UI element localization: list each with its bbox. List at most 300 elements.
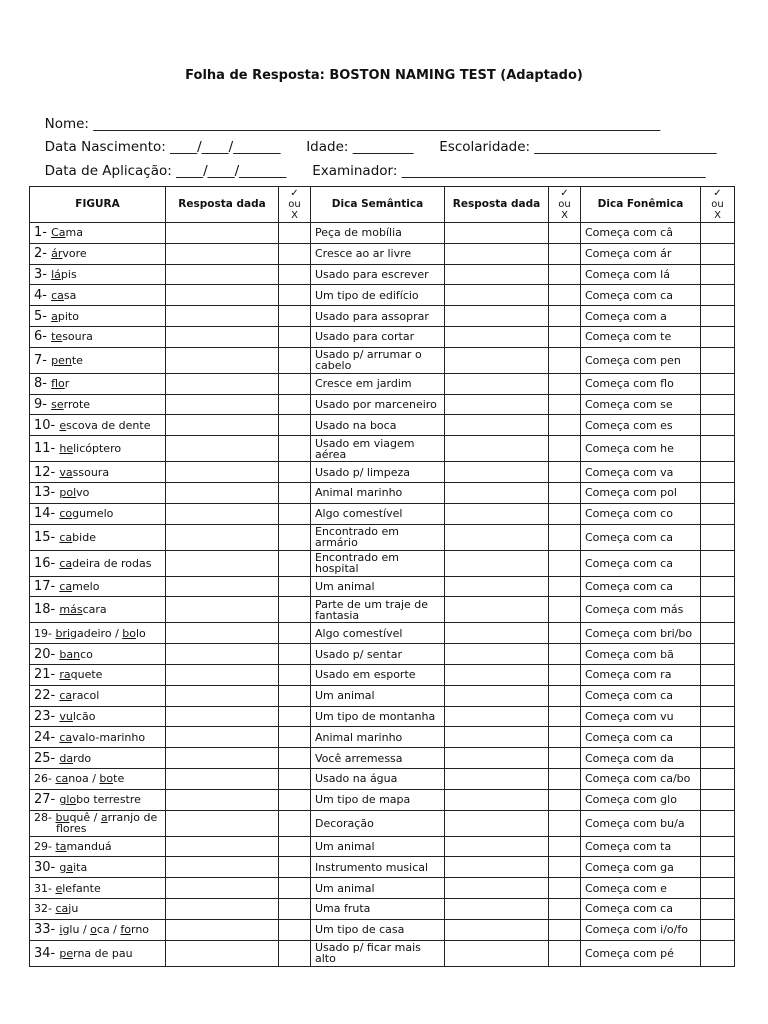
semantic-cue-cell: Algo comestível [311,623,445,644]
figure-cell: 17- camelo [30,576,166,597]
check-cell-1[interactable] [279,503,311,524]
table-row [30,836,735,857]
check-cell-2[interactable] [549,664,581,685]
check-cell-1[interactable] [279,898,311,919]
check-cell-3[interactable] [701,727,735,748]
table-row [30,243,735,264]
check-cell-3[interactable] [701,919,735,940]
check-cell-2[interactable] [549,727,581,748]
answer-cell-1[interactable] [166,810,279,836]
answer-cell-1[interactable] [166,223,279,244]
check-cell-1[interactable] [279,482,311,503]
answer-cell-2[interactable] [445,373,549,394]
check-cell-2[interactable] [549,394,581,415]
check-cell-2[interactable] [549,264,581,285]
check-cell-3[interactable] [701,576,735,597]
check-cell-3[interactable] [701,482,735,503]
table-row [30,644,735,665]
answer-cell-1[interactable] [166,597,279,623]
semantic-cue-cell: Cresce em jardim [311,373,445,394]
figure-cell: 10- escova de dente [30,415,166,436]
figure-cell: 6- tesoura [30,326,166,347]
check-cell-3[interactable] [701,326,735,347]
answer-cell-1[interactable] [166,394,279,415]
check-cell-3[interactable] [701,898,735,919]
check-cell-3[interactable] [701,223,735,244]
answer-cell-1[interactable] [166,685,279,706]
check-cell-2[interactable] [549,223,581,244]
answer-cell-1[interactable] [166,644,279,665]
phonemic-cue-cell: Começa com ca [581,685,701,706]
phonemic-cue-cell: Começa com bu/a [581,810,701,836]
check-cell-2[interactable] [549,836,581,857]
answer-cell-1[interactable] [166,878,279,899]
check-cell-2[interactable] [549,373,581,394]
check-cell-1[interactable] [279,685,311,706]
header-resposta-1: Resposta dada [166,187,279,223]
answer-cell-1[interactable] [166,482,279,503]
semantic-cue-cell: Algo comestível [311,503,445,524]
table-row [30,623,735,644]
check-cell-2[interactable] [549,597,581,623]
answer-cell-2[interactable] [445,836,549,857]
check-cell-2[interactable] [549,436,581,462]
table-row [30,264,735,285]
check-cell-2[interactable] [549,623,581,644]
semantic-cue-cell: Usado p/ limpeza [311,462,445,483]
answer-cell-2[interactable] [445,768,549,789]
answer-table [29,186,735,967]
check-cell-3[interactable] [701,373,735,394]
answer-cell-1[interactable] [166,789,279,810]
figure-cell: 1- Cama [30,223,166,244]
figure-cell: 8- flor [30,373,166,394]
phonemic-cue-cell: Começa com câ [581,223,701,244]
check-cell-1[interactable] [279,373,311,394]
answer-cell-2[interactable] [445,706,549,727]
answer-cell-1[interactable] [166,940,279,966]
check-cell-3[interactable] [701,748,735,769]
phonemic-cue-cell: Começa com i/o/fo [581,919,701,940]
check-cell-3[interactable] [701,503,735,524]
answer-cell-2[interactable] [445,748,549,769]
answer-cell-2[interactable] [445,550,549,576]
check-cell-3[interactable] [701,394,735,415]
answer-cell-2[interactable] [445,243,549,264]
phonemic-cue-cell: Começa com lá [581,264,701,285]
check-cell-2[interactable] [549,243,581,264]
check-cell-1[interactable] [279,810,311,836]
answer-cell-2[interactable] [445,810,549,836]
check-cell-3[interactable] [701,664,735,685]
semantic-cue-cell: Usado em esporte [311,664,445,685]
phonemic-cue-cell: Começa com ra [581,664,701,685]
phonemic-cue-cell: Começa com pé [581,940,701,966]
phonemic-cue-cell: Começa com ga [581,857,701,878]
answer-cell-1[interactable] [166,436,279,462]
answer-cell-1[interactable] [166,306,279,327]
phonemic-cue-cell: Começa com bã [581,644,701,665]
answer-cell-2[interactable] [445,347,549,373]
check-cell-3[interactable] [701,436,735,462]
answer-cell-2[interactable] [445,857,549,878]
table-row [30,810,735,836]
figure-cell: 31- elefante [30,878,166,899]
check-cell-3[interactable] [701,706,735,727]
figure-cell: 5- apito [30,306,166,327]
table-row [30,550,735,576]
figure-cell: 3- lápis [30,264,166,285]
table-row [30,768,735,789]
answer-cell-1[interactable] [166,373,279,394]
semantic-cue-cell: Um tipo de casa [311,919,445,940]
table-row [30,347,735,373]
answer-cell-1[interactable] [166,285,279,306]
check-cell-2[interactable] [549,415,581,436]
check-cell-2[interactable] [549,306,581,327]
answer-cell-2[interactable] [445,415,549,436]
check-cell-2[interactable] [549,347,581,373]
check-cell-1[interactable] [279,462,311,483]
answer-cell-1[interactable] [166,524,279,550]
figure-cell: 20- banco [30,644,166,665]
check-cell-2[interactable] [549,810,581,836]
table-row [30,940,735,966]
figure-cell: 33- iglu / oca / forno [30,919,166,940]
table-row [30,664,735,685]
phonemic-cue-cell: Começa com ca/bo [581,768,701,789]
answer-cell-2[interactable] [445,503,549,524]
phonemic-cue-cell: Começa com va [581,462,701,483]
phonemic-cue-cell: Começa com ca [581,898,701,919]
answer-cell-2[interactable] [445,597,549,623]
check-cell-2[interactable] [549,503,581,524]
check-cell-1[interactable] [279,768,311,789]
check-cell-2[interactable] [549,644,581,665]
answer-cell-2[interactable] [445,223,549,244]
answer-cell-2[interactable] [445,326,549,347]
figure-cell: 21- raquete [30,664,166,685]
phonemic-cue-cell: Começa com flo [581,373,701,394]
phonemic-cue-cell: Começa com te [581,326,701,347]
birthdate-field[interactable]: Data Nascimento: ____/____/_______ [44,139,281,155]
table-row [30,223,735,244]
answer-cell-1[interactable] [166,664,279,685]
figure-cell: 29- tamanduá [30,836,166,857]
table-row [30,394,735,415]
semantic-cue-cell: Usado em viagem aérea [311,436,445,462]
semantic-cue-cell: Um animal [311,836,445,857]
application-field-row [36,147,705,179]
header-resposta-2: Resposta dada [445,187,549,223]
answer-cell-1[interactable] [166,623,279,644]
check-cell-2[interactable] [549,462,581,483]
answer-cell-1[interactable] [166,919,279,940]
answer-cell-1[interactable] [166,727,279,748]
answer-cell-2[interactable] [445,878,549,899]
check-icon: ✓ [290,188,299,199]
schooling-field[interactable]: Escolaridade: ___________________________ [439,139,717,155]
check-cell-2[interactable] [549,685,581,706]
phonemic-cue-cell: Começa com se [581,394,701,415]
header-check-3: ✓ ou X [701,187,735,223]
table-row [30,576,735,597]
answer-cell-2[interactable] [445,524,549,550]
semantic-cue-cell: Usado para cortar [311,326,445,347]
check-cell-2[interactable] [549,919,581,940]
header-check-2: ✓ ou X [549,187,581,223]
table-row [30,462,735,483]
answer-cell-1[interactable] [166,347,279,373]
check-cell-2[interactable] [549,940,581,966]
check-cell-1[interactable] [279,919,311,940]
check-cell-1[interactable] [279,326,311,347]
age-field[interactable]: Idade: _________ [306,139,414,155]
check-cell-3[interactable] [701,623,735,644]
answer-cell-2[interactable] [445,789,549,810]
answer-cell-2[interactable] [445,644,549,665]
check-cell-3[interactable] [701,524,735,550]
check-cell-1[interactable] [279,748,311,769]
answer-cell-1[interactable] [166,462,279,483]
semantic-cue-cell: Um tipo de edifício [311,285,445,306]
answer-cell-2[interactable] [445,919,549,940]
answer-cell-1[interactable] [166,748,279,769]
check-cell-2[interactable] [549,768,581,789]
figure-cell: 34- perna de pau [30,940,166,966]
figure-cell: 12- vassoura [30,462,166,483]
answer-cell-2[interactable] [445,306,549,327]
check-cell-3[interactable] [701,878,735,899]
answer-cell-1[interactable] [166,264,279,285]
answer-cell-2[interactable] [445,394,549,415]
check-cell-3[interactable] [701,264,735,285]
phonemic-cue-cell: Começa com glo [581,789,701,810]
header-check-1: ✓ ou X [279,187,311,223]
table-header-row [30,187,735,223]
answer-cell-2[interactable] [445,462,549,483]
answer-cell-2[interactable] [445,685,549,706]
semantic-cue-cell: Usado para escrever [311,264,445,285]
figure-cell: 32- caju [30,898,166,919]
table-row [30,503,735,524]
check-cell-1[interactable] [279,394,311,415]
phonemic-cue-cell: Começa com ta [581,836,701,857]
phonemic-cue-cell: Começa com he [581,436,701,462]
check-cell-3[interactable] [701,285,735,306]
semantic-cue-cell: Cresce ao ar livre [311,243,445,264]
answer-cell-1[interactable] [166,836,279,857]
phonemic-cue-cell: Começa com es [581,415,701,436]
check-cell-1[interactable] [279,706,311,727]
table-row [30,524,735,550]
figure-cell: 18- máscara [30,597,166,623]
answer-cell-2[interactable] [445,664,549,685]
table-row [30,373,735,394]
check-cell-2[interactable] [549,789,581,810]
check-cell-3[interactable] [701,306,735,327]
table-row [30,727,735,748]
semantic-cue-cell: Usado por marceneiro [311,394,445,415]
check-cell-2[interactable] [549,550,581,576]
check-cell-1[interactable] [279,789,311,810]
answer-cell-1[interactable] [166,550,279,576]
figure-cell: 14- cogumelo [30,503,166,524]
check-cell-2[interactable] [549,285,581,306]
figure-cell: 22- caracol [30,685,166,706]
check-cell-1[interactable] [279,576,311,597]
check-cell-1[interactable] [279,623,311,644]
check-cell-3[interactable] [701,768,735,789]
check-cell-1[interactable] [279,264,311,285]
check-cell-1[interactable] [279,644,311,665]
semantic-cue-cell: Decoração [311,810,445,836]
check-cell-2[interactable] [549,748,581,769]
figure-cell: 25- dardo [30,748,166,769]
check-cell-3[interactable] [701,415,735,436]
answer-cell-2[interactable] [445,576,549,597]
page-title: Folha de Resposta: BOSTON NAMING TEST (Adaptado) [185,68,583,83]
figure-cell: 2- árvore [30,243,166,264]
figure-cell: 11- helicóptero [30,436,166,462]
phonemic-cue-cell: Começa com ca [581,727,701,748]
answer-cell-1[interactable] [166,326,279,347]
answer-cell-1[interactable] [166,706,279,727]
check-cell-3[interactable] [701,857,735,878]
figure-cell: 30- gaita [30,857,166,878]
check-cell-2[interactable] [549,898,581,919]
answer-cell-1[interactable] [166,857,279,878]
name-field[interactable]: Nome: ____________________________________________________________________________________ [44,116,661,132]
application-date-field[interactable]: Data de Aplicação: ____/____/_______ [44,163,287,179]
check-cell-3[interactable] [701,810,735,836]
check-cell-3[interactable] [701,644,735,665]
check-cell-1[interactable] [279,243,311,264]
semantic-cue-cell: Animal marinho [311,727,445,748]
check-cell-1[interactable] [279,524,311,550]
figure-cell: 4- casa [30,285,166,306]
check-cell-1[interactable] [279,836,311,857]
check-cell-2[interactable] [549,326,581,347]
check-cell-2[interactable] [549,576,581,597]
check-cell-1[interactable] [279,223,311,244]
semantic-cue-cell: Instrumento musical [311,857,445,878]
check-cell-1[interactable] [279,940,311,966]
phonemic-cue-cell: Começa com da [581,748,701,769]
answer-cell-1[interactable] [166,415,279,436]
check-cell-3[interactable] [701,550,735,576]
phonemic-cue-cell: Começa com bri/bo [581,623,701,644]
answer-cell-2[interactable] [445,727,549,748]
figure-cell: 27- globo terrestre [30,789,166,810]
figure-cell: 15- cabide [30,524,166,550]
answer-cell-2[interactable] [445,264,549,285]
check-cell-3[interactable] [701,597,735,623]
check-cell-1[interactable] [279,347,311,373]
table-row [30,415,735,436]
table-row [30,285,735,306]
semantic-cue-cell: Um animal [311,685,445,706]
figure-cell: 16- cadeira de rodas [30,550,166,576]
check-cell-1[interactable] [279,306,311,327]
semantic-cue-cell: Uma fruta [311,898,445,919]
answer-cell-2[interactable] [445,940,549,966]
check-cell-1[interactable] [279,436,311,462]
phonemic-cue-cell: Começa com a [581,306,701,327]
figure-cell: 26- canoa / bote [30,768,166,789]
answer-cell-2[interactable] [445,436,549,462]
answer-cell-1[interactable] [166,243,279,264]
answer-cell-2[interactable] [445,285,549,306]
header-dica-semantica: Dica Semântica [311,187,445,223]
check-cell-3[interactable] [701,836,735,857]
header-dica-fonemica: Dica Fonêmica [581,187,701,223]
phonemic-cue-cell: Começa com más [581,597,701,623]
figure-cell: 13- polvo [30,482,166,503]
check-cell-2[interactable] [549,524,581,550]
semantic-cue-cell: Um animal [311,878,445,899]
header-figura: FIGURA [30,187,166,223]
figure-cell: 24- cavalo-marinho [30,727,166,748]
phonemic-cue-cell: Começa com ca [581,550,701,576]
table-row [30,306,735,327]
phonemic-cue-cell: Começa com ca [581,576,701,597]
check-cell-1[interactable] [279,857,311,878]
check-cell-1[interactable] [279,415,311,436]
check-cell-2[interactable] [549,482,581,503]
check-cell-3[interactable] [701,243,735,264]
check-cell-1[interactable] [279,550,311,576]
answer-cell-2[interactable] [445,623,549,644]
answer-cell-2[interactable] [445,898,549,919]
check-cell-3[interactable] [701,347,735,373]
phonemic-cue-cell: Começa com co [581,503,701,524]
examiner-field[interactable]: Examinador: _____________________________________________ [312,163,706,179]
check-cell-1[interactable] [279,664,311,685]
check-cell-1[interactable] [279,285,311,306]
answer-cell-1[interactable] [166,898,279,919]
semantic-cue-cell: Um tipo de montanha [311,706,445,727]
phonemic-cue-cell: Começa com pen [581,347,701,373]
answer-cell-1[interactable] [166,503,279,524]
figure-cell: 19- brigadeiro / bolo [30,623,166,644]
check-cell-2[interactable] [549,878,581,899]
table-row [30,482,735,503]
table-row [30,919,735,940]
answer-cell-1[interactable] [166,768,279,789]
table-row [30,706,735,727]
semantic-cue-cell: Um tipo de mapa [311,789,445,810]
check-cell-2[interactable] [549,857,581,878]
check-cell-2[interactable] [549,706,581,727]
check-cell-1[interactable] [279,878,311,899]
semantic-cue-cell: Peça de mobília [311,223,445,244]
check-cell-3[interactable] [701,789,735,810]
phonemic-cue-cell: Começa com pol [581,482,701,503]
check-cell-1[interactable] [279,727,311,748]
check-cell-3[interactable] [701,685,735,706]
answer-cell-1[interactable] [166,576,279,597]
check-cell-3[interactable] [701,462,735,483]
check-cell-3[interactable] [701,940,735,966]
table-row [30,685,735,706]
semantic-cue-cell: Encontrado em hospital [311,550,445,576]
table-row [30,789,735,810]
answer-cell-2[interactable] [445,482,549,503]
check-cell-1[interactable] [279,597,311,623]
table-row [30,857,735,878]
phonemic-cue-cell: Começa com e [581,878,701,899]
